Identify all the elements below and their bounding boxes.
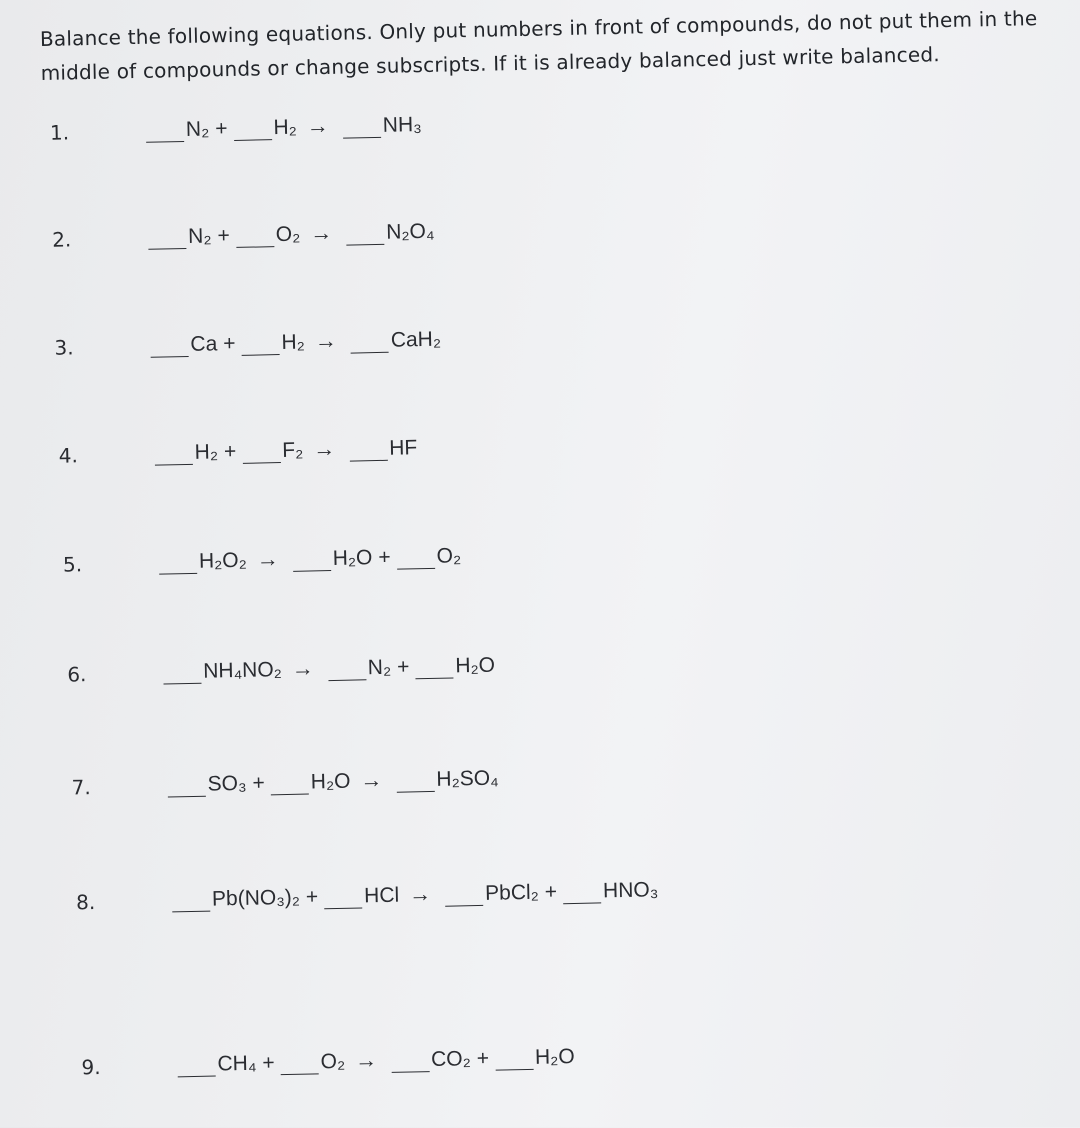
product-formula: H₂O — [455, 653, 496, 678]
plus-sign: + — [544, 880, 558, 904]
coefficient-blank[interactable] — [396, 769, 434, 793]
equation-row — [62, 528, 461, 576]
coefficient-blank[interactable] — [328, 657, 366, 681]
reactant-formula: N₂ — [185, 117, 210, 141]
instructions-line-2: middle of compounds or change subscripts. If it is already balanced just write balanced. — [40, 42, 941, 85]
product-formula: H₂O — [534, 1045, 575, 1069]
coefficient-blank[interactable] — [280, 1051, 318, 1075]
reaction-arrow-icon: → — [309, 219, 333, 246]
reaction-arrow-icon: → — [408, 880, 432, 907]
equation-row — [58, 420, 417, 468]
coefficient-blank[interactable] — [563, 880, 601, 904]
product-formula: CO₂ — [430, 1047, 471, 1072]
reactant-formula: CH₄ — [217, 1051, 257, 1076]
coefficient-blank[interactable] — [146, 119, 184, 143]
problem-number: 9. — [81, 1054, 101, 1080]
product-formula: H₂O — [332, 546, 373, 570]
product-formula: PbCl₂ — [484, 880, 540, 905]
reactant-formula: H₂O₂ — [198, 548, 247, 573]
plus-sign: + — [378, 545, 391, 570]
reaction-arrow-icon: → — [291, 655, 315, 681]
coefficient-blank[interactable] — [293, 548, 331, 572]
coefficient-blank[interactable] — [159, 551, 197, 575]
coefficient-blank[interactable] — [167, 774, 205, 798]
reactant-formula: HCl — [363, 883, 400, 908]
coefficient-blank[interactable] — [351, 330, 389, 354]
coefficient-blank[interactable] — [241, 332, 279, 356]
coefficient-blank[interactable] — [154, 442, 192, 466]
equation-row — [67, 638, 496, 687]
plus-sign: + — [305, 885, 319, 909]
reactant-formula: O₂ — [275, 222, 301, 247]
equation-row — [49, 97, 422, 145]
reaction-arrow-icon: → — [306, 112, 330, 139]
product-formula: O₂ — [436, 544, 462, 568]
coefficient-blank[interactable] — [233, 117, 271, 141]
instructions — [40, 0, 1080, 90]
reaction-arrow-icon: → — [354, 1047, 378, 1073]
plus-sign: + — [217, 224, 230, 248]
coefficient-blank[interactable] — [391, 1049, 429, 1073]
problem-number: 4. — [58, 443, 79, 468]
equation-row — [75, 862, 658, 914]
plus-sign: + — [262, 1051, 275, 1075]
reactant-formula: H₂O — [310, 769, 351, 794]
reactant-formula: NH₄NO₂ — [203, 658, 283, 683]
coefficient-blank[interactable] — [150, 334, 188, 358]
equation-row — [71, 751, 499, 800]
plus-sign: + — [223, 331, 236, 356]
coefficient-blank[interactable] — [415, 655, 453, 679]
reactant-formula: F₂ — [282, 438, 304, 463]
product-formula: CaH₂ — [390, 327, 442, 352]
problem-number: 2. — [51, 227, 72, 252]
problem-number: 6. — [67, 662, 87, 687]
plus-sign: + — [252, 771, 266, 795]
equation-row — [52, 204, 435, 252]
coefficient-blank[interactable] — [242, 440, 280, 464]
product-formula: NH₃ — [382, 113, 422, 137]
reactant-formula: Pb(NO₃)₂ — [211, 885, 301, 911]
equation-row — [54, 312, 441, 360]
problem-number: 1. — [49, 120, 70, 145]
product-formula: HNO₃ — [602, 878, 659, 903]
reactant-formula: SO₃ — [207, 771, 247, 796]
reactant-formula: O₂ — [320, 1049, 346, 1074]
plus-sign: + — [214, 117, 228, 141]
product-formula: H₂SO₄ — [436, 766, 499, 791]
problem-number: 8. — [75, 890, 96, 915]
problem-number: 5. — [62, 552, 83, 577]
coefficient-blank[interactable] — [445, 883, 483, 907]
product-formula: HF — [388, 436, 418, 460]
equation-row — [81, 1029, 575, 1079]
coefficient-blank[interactable] — [271, 772, 309, 796]
coefficient-blank[interactable] — [163, 661, 201, 685]
reactant-formula: H₂ — [194, 440, 219, 464]
reactant-formula: H₂ — [281, 330, 306, 355]
reactant-formula: N₂ — [187, 224, 212, 248]
coefficient-blank[interactable] — [236, 224, 274, 248]
coefficient-blank[interactable] — [495, 1047, 533, 1071]
coefficient-blank[interactable] — [346, 222, 384, 246]
coefficient-blank[interactable] — [148, 226, 186, 250]
coefficient-blank[interactable] — [343, 115, 381, 139]
problem-number: 7. — [71, 775, 92, 800]
reaction-arrow-icon: → — [312, 435, 336, 462]
coefficient-blank[interactable] — [396, 546, 434, 570]
reaction-arrow-icon: → — [256, 546, 279, 572]
problem-number: 3. — [54, 335, 74, 360]
product-formula: N₂ — [367, 655, 392, 680]
instructions-line-1: Balance the following equations. Only put numbers in front of compounds, do not put them in the — [39, 6, 1038, 51]
plus-sign: + — [476, 1046, 490, 1071]
coefficient-blank[interactable] — [349, 438, 387, 462]
reaction-arrow-icon: → — [314, 327, 338, 354]
reactant-formula: Ca — [190, 332, 218, 356]
plus-sign: + — [396, 655, 410, 679]
reactant-formula: H₂ — [273, 115, 298, 140]
reaction-arrow-icon: → — [360, 766, 383, 793]
coefficient-blank[interactable] — [324, 885, 362, 909]
plus-sign: + — [223, 439, 237, 464]
product-formula: N₂O₄ — [385, 219, 435, 244]
coefficient-blank[interactable] — [177, 1054, 215, 1078]
coefficient-blank[interactable] — [172, 889, 210, 913]
